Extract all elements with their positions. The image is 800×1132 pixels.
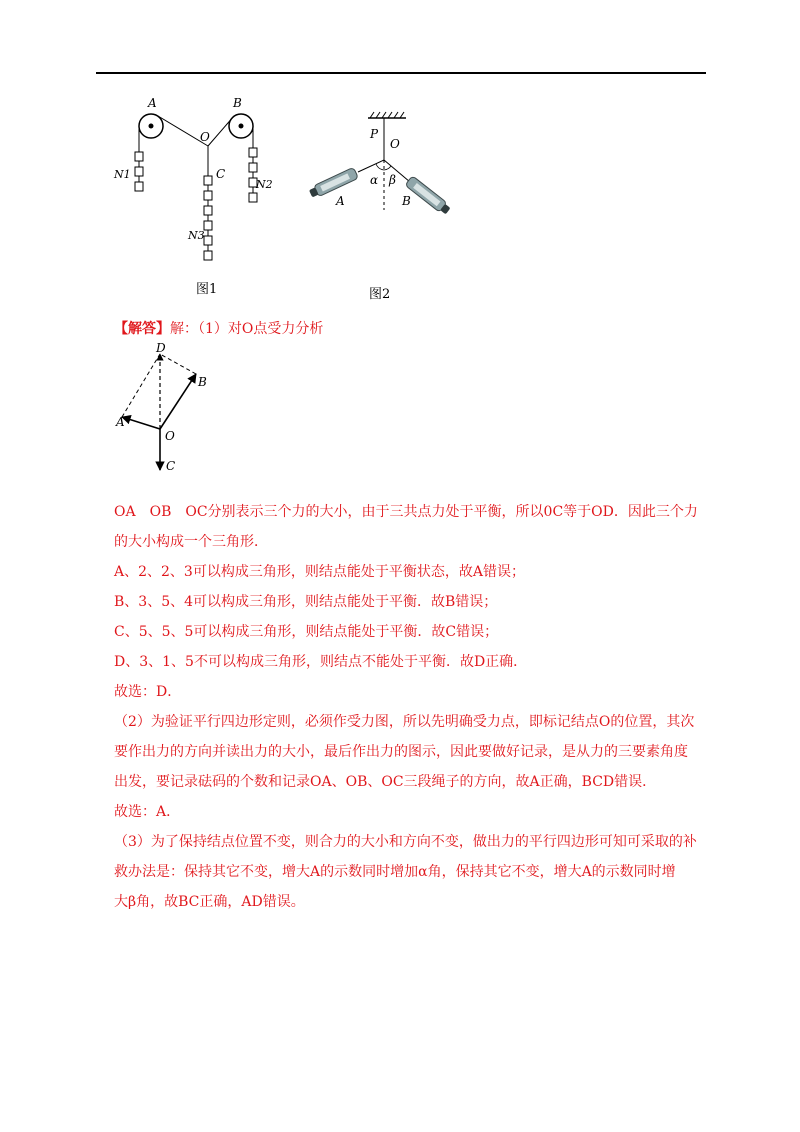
solution-line-5: C、5、5、5可以构成三角形，则结点能处于平衡．故C错误； bbox=[114, 624, 499, 640]
label-p: P bbox=[370, 127, 379, 141]
solution-line-11: 故选：A． bbox=[114, 804, 181, 820]
label-a: A bbox=[116, 415, 125, 429]
label-b: B bbox=[233, 96, 242, 110]
label-n3: N3 bbox=[188, 229, 205, 242]
label-o: O bbox=[390, 137, 400, 151]
label-a: A bbox=[148, 96, 157, 110]
label-alpha: α bbox=[370, 173, 379, 187]
label-beta: β bbox=[389, 173, 396, 187]
solution-line-12: （3）为了保持结点位置不变，则合力的大小和方向不变，做出力的平行四边形可知可采取的补 bbox=[114, 834, 697, 850]
answer-heading bbox=[114, 318, 323, 338]
solution-line-7: 故选：D． bbox=[114, 684, 182, 700]
label-a: A bbox=[336, 194, 345, 208]
pulley-diagram bbox=[108, 96, 278, 272]
answer-tag: 【解答】 bbox=[114, 321, 170, 337]
solution-line-9: 要作出力的方向并读出力的大小，最后作出力的图示，因此要做好记录，是从力的三要素角度 bbox=[114, 744, 688, 760]
label-c: C bbox=[216, 167, 226, 181]
label-b: B bbox=[198, 375, 207, 389]
solution-line-13: 救办法是：保持其它不变，增大A的示数同时增加α角，保持其它不变，增大A的示数同时增 bbox=[114, 864, 676, 880]
force-vector-diagram bbox=[110, 340, 220, 475]
label-o: O bbox=[165, 429, 175, 443]
label-n1: N1 bbox=[114, 168, 131, 181]
solution-line-8: （2）为验证平行四边形定则，必须作受力图，所以先明确受力点，即标记结点O的位置，其次 bbox=[114, 714, 695, 730]
solution-line-1: OA OB OC分别表示三个力的大小，由于三共点力处于平衡，所以0C等于OD．因此三个力 bbox=[114, 504, 698, 520]
spring-balance-a bbox=[308, 167, 358, 199]
label-d: D bbox=[156, 341, 166, 355]
answer-intro: 解：（1）对O点受力分析 bbox=[170, 321, 324, 337]
figure-1 bbox=[108, 96, 278, 272]
solution-line-4: B、3、5、4可以构成三角形，则结点能处于平衡．故B错误； bbox=[114, 594, 498, 610]
top-rule bbox=[96, 72, 706, 74]
figure-1-caption: 图1 bbox=[196, 282, 218, 297]
solution-line-2: 的大小构成一个三角形． bbox=[114, 534, 268, 550]
solution-line-6: D、3、1、5不可以构成三角形，则结点不能处于平衡．故D正确． bbox=[114, 654, 528, 670]
spring-balance-diagram bbox=[306, 110, 456, 220]
solution-line-14: 大β角，故BC正确，AD错误。 bbox=[114, 894, 305, 910]
label-b: B bbox=[402, 194, 411, 208]
spring-balance-b bbox=[405, 176, 452, 216]
force-diagram bbox=[110, 340, 220, 475]
label-o: O bbox=[200, 130, 210, 144]
solution-line-10: 出发，要记录砝码的个数和记录OA、OB、OC三段绳子的方向，故A正确，BCD错误． bbox=[114, 774, 657, 790]
figure-2 bbox=[306, 110, 456, 220]
label-c: C bbox=[166, 459, 176, 473]
solution-line-3: A、2、2、3可以构成三角形，则结点能处于平衡状态，故A错误； bbox=[114, 564, 525, 580]
label-n2: N2 bbox=[256, 178, 273, 191]
figure-2-caption: 图2 bbox=[369, 287, 391, 302]
